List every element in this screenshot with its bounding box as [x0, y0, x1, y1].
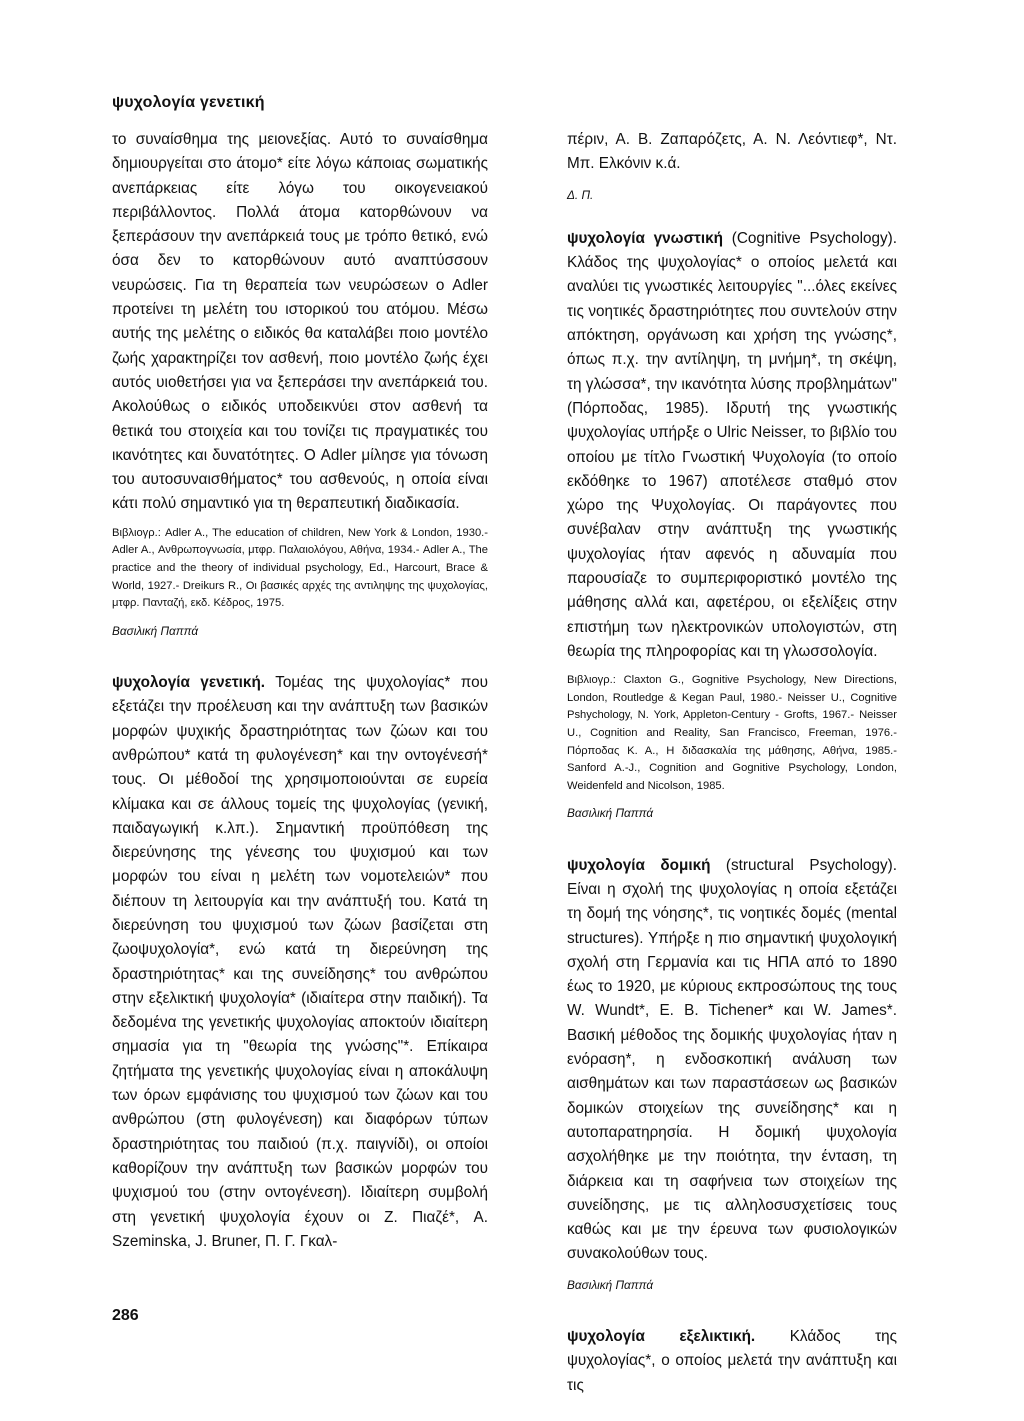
entry-headword: ψυχολογία γνωστική — [567, 229, 723, 247]
entry-author: Δ. Π. — [567, 187, 594, 202]
entry-structural-psychology — [567, 854, 897, 1267]
continued-text: το συναίσθημα της μειονεξίας. Αυτό το συναίσθημα δημιουργείται στο άτομο* είτε λόγω κάποιας σωματικής ανεπάρκειας είτε λόγω του οικογενειακού περιβάλλοντος. Πολλά άτομα κατορθώνουν να ξεπεράσουν την ανεπάρκειά τους με τρόπο θετικό, ενώ όσα δεν το κατορθώνουν αυτό αναπτύσσουν νευρώσεις. Για τη θεραπεία των νευρώσεων ο Adler προτείνει τη μελέτη του ιστορικού του ατόμου. Μέσω αυτής της μελέτης ο ειδικός θα καταλάβει ποιο μοντέλο ζωής χαρακτηρίζει τον ασθενή, ποιο μοντέλο ζωής έχει αυτός υιοθετήσει για να ξεπεράσει την ανεπάρκειά του. Ακολούθως ο ειδικός υποδεικνύει στον ασθενή τα θετικά του στοιχεία και του τονίζει τις πραγματικές του ικανότητες και δυνατότητες. Ο Adler μίλησε για τόνωση του αυτοσυναισθήματος* του ασθενούς, η οποία είναι κάτι πολύ σημαντικό για τη θεραπευτική διαδικασία. — [112, 131, 488, 513]
entry-body: Τομέας της ψυχολογίας* που εξετάζει την προέλευση και την ανάπτυξη των βασικών μορφών ψυχικής δραστηριότητας των ζώων και του ανθρώπου* κατά τη φυλογένεση* και την οντογένεσή* τους. Οι μέθοδοί της χρησιμοποιούνται σε ευρεία κλίμακα και σε άλλους τομείς της ψυχολογίας (γενική, παιδαγωγική κ.λπ.). Σημαντική προϋπόθεση της διερεύνησης της γένεσης του ψυχισμού και των μορφών του είναι η μελέτη των νομοτελειών* που διέπουν τη λειτουργία και την ανάπτυξή του. Κατά τη διερεύνηση του ψυχισμού των ζώων βασίζεται στη ζωοψυχολογία*, ενώ κατά τη διερεύνηση της δραστηριότητας* και της συνείδησης* του ανθρώπου στην εξελικτική ψυχολογία* (ιδιαίτερα στην παιδική). Τα δεδομένα της γενετικής ψυχολογίας αποκτούν ιδιαίτερη σημασία για τη "θεωρία της γνώσης"*. Επίκαιρα ζητήματα της γενετικής ψυχολογίας είναι η αποκάλυψη των όρων εμφάνισης του ψυχισμού των ζώων και του ανθρώπου (στη φυλογένεση) και διαφόρων τύπων δραστηριότητας του παιδιού (π.χ. παιγνίδι), οι οποίοι καθορίζουν την ανάπτυξη των βασικών μορφών του ψυχισμού του (στην οντογένεση). Ιδιαίτερη συμβολή στη γενετική ψυχολογία έχουν οι Ζ. Πιαζέ*, A. Szeminska, J. Bruner, Π. Γ. Γκαλ- — [112, 674, 488, 1250]
running-head: ψυχολογία γενετική — [112, 94, 265, 111]
entry-continuation: πέριν, Α. Β. Ζαπαρόζετς, Α. Ν. Λεόντιεφ*, Ντ. Μπ. Ελκόνιν κ.ά. — [567, 131, 897, 173]
entry-body: Κλάδος της ψυχολογίας*, ο οποίος μελετά την ανάπτυξη και τις — [567, 1328, 897, 1394]
entry-author: Βασιλική Παππά — [567, 806, 654, 821]
entry-headword: ψυχολογία δομική — [567, 856, 711, 874]
entry-cognitive-psychology — [567, 227, 897, 664]
left-column — [112, 128, 488, 1254]
entry-body: (Cognitive Psychology). Κλάδος της ψυχολογίας* ο οποίος μελετά και αναλύει τις γνωστικές λειτουργίες "...όλες εκείνες τις νοητικές δραστηριότητες που συντελούν στην απόκτηση, οργάνωση και χρήση της γνώσης*, όπως π.χ. την αντίληψη, τη μνήμη*, τη σκέψη, τη γλώσσα*, την ικανότητα λύσης προβλημάτων" (Πόρποδας, 1985). Ιδρυτή της γνωστικής ψυχολογίας υπήρξε ο Ulric Neisser, το βιβλίο του οποίου με τίτλο Γνωστική Ψυχολογία (το οποίο εκδόθηκε το 1967) αποτέλεσε σταθμό στον χώρο της Ψυχολογίας. Οι παράγοντες που συνέβαλαν στην ανάπτυξη της γνωστικής ψυχολογίας ήταν αφενός η αδυναμία που παρουσίαζε το συμπεριφοριστικό μοντέλο της μάθησης αλλά και, αφετέρου, οι εξελίξεις στην επιστήμη των ηλεκτρονικών υπολογιστών, στη θεωρία της πληροφορίας και τη γλωσσολογία. — [567, 229, 898, 660]
entry-headword: ψυχολογία γενετική. — [112, 674, 266, 692]
entry-body: (structural Psychology). Είναι η σχολή της ψυχολογίας η οποία εξετάζει τη δομή της νόησης*, τις νοητικές δομές (mental structures). Υπήρξε η πιο σημαντική ψυχολογική σχολή στη Γερμανία και τις ΗΠΑ από το 1890 έως το 1920, με κύριους εκπροσώπους της τους W. Wundt*, E. B. Tichener* και W. James*. Βασική μέθοδος της δομικής ψυχολογίας ήταν η ενόραση*, η ενδοσκοπική ανάλυση των αισθημάτων και των παραστάσεων ως βασικών δομικών στοιχείων της συνείδησης* και η αυτοπαρατηρησία. Η δομική ψυχολογία ασχολήθηκε με την ποιότητα, την ένταση, τη διάρκεια και τη σαφήνεια των στοιχείων της συνείδησης, με τις αλληλοσυσχετίσεις τους καθώς και με την έρευνα των φυσιολογικών συνακολούθων τους. — [567, 856, 897, 1263]
entry-genetic-psychology — [112, 671, 488, 1254]
entry-author: Βασιλική Παππά — [112, 623, 199, 638]
right-column — [567, 128, 897, 1398]
entry-headword: ψυχολογία εξελικτική. — [567, 1328, 756, 1346]
bibliography: Βιβλιογρ.: Claxton G., Gognitive Psychology, New Directions, London, Routledge & Kegan Paul, 1980.- Neisser U., Cognitive Pshychology, N. York, Appleton-Century - Grofts, 1967.- Neisser U., Cognition and Reality, San Francisco, Freeman, 1976.- Πόρποδας Κ. Α., Η διδασκαλία της μάθησης, Αθήνα, 1985.- Sanford A.-J., Cognition and Gognitive Psychology, London, Weidenfeld and Nicolson, 1985. — [567, 674, 897, 792]
bibliography: Βιβλιογρ.: Adler A., The education of children, New York & London, 1930.- Adler A., Ανθρωπογνωσία, μτφρ. Παλαιολόγου, Αθήνα, 1934.- Adler A., The practice and the theory of individual psychology, Ed., Harcourt, Brace & World, 1927.- Dreikurs R., Οι βασικές αρχές της αντιληψης της ψυχολογίας, μτφρ. Πανταζή, εκδ. Κέδρος, 1975. — [112, 526, 488, 610]
page-number: 286 — [112, 1307, 139, 1324]
entry-author: Βασιλική Παππά — [567, 1277, 654, 1292]
entry-evolutionary-psychology — [567, 1325, 897, 1398]
